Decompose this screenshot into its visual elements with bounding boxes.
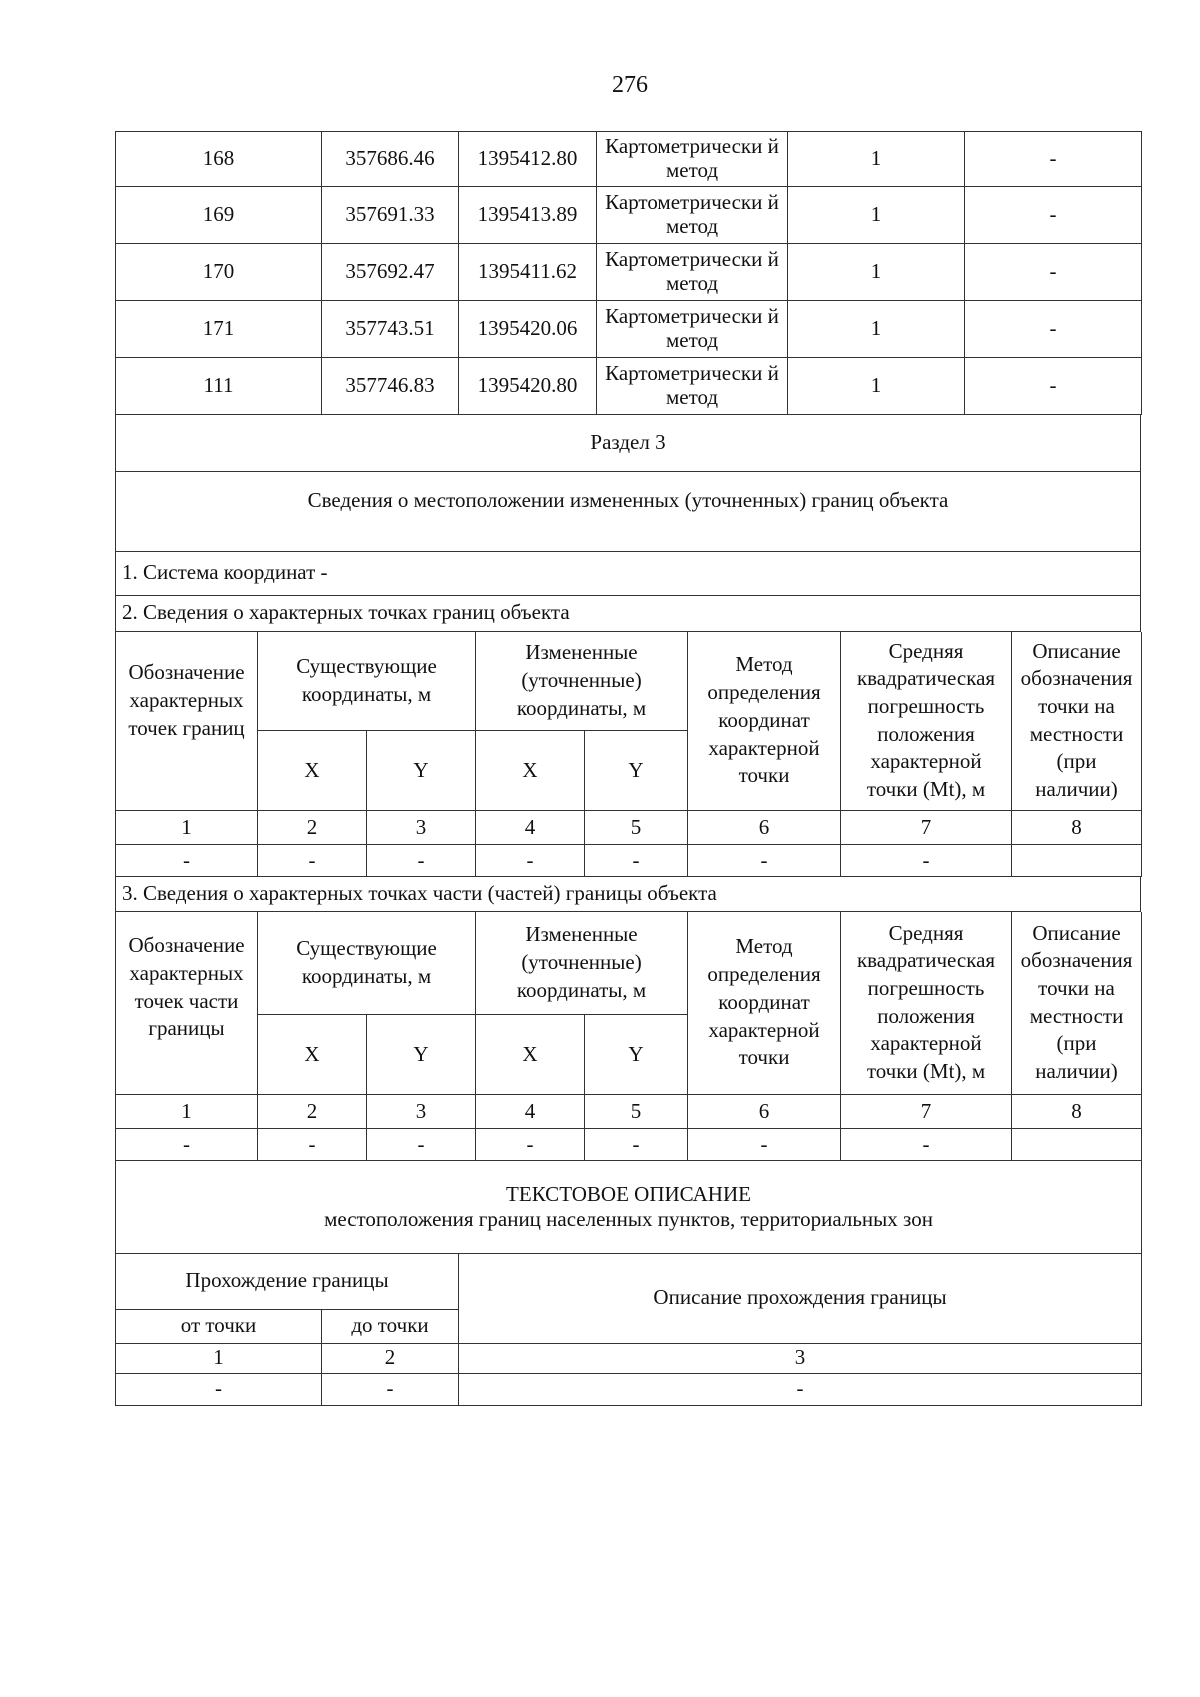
col-description-header: Описание обозначения точки на местности (при наличии) (1012, 632, 1142, 811)
value (116, 845, 1142, 877)
column-number-cell: 8 (1012, 811, 1142, 845)
point-x: 357691.33 (322, 187, 459, 244)
col-accuracy-header: Средняя квадратическая погрешность положения характерной точки (Mt), м (841, 912, 1012, 1095)
value-cell: - (476, 1129, 585, 1161)
col-method-header: Метод определения координат характерной точки (688, 912, 841, 1095)
column-number-cell: 2 (258, 1095, 367, 1129)
col-x-existing: X (258, 1015, 367, 1095)
col-y-existing: Y (367, 731, 476, 811)
point-description: - (965, 132, 1142, 187)
value-cell: - (841, 1129, 1012, 1161)
value-cell: - (116, 1129, 258, 1161)
col-passage-header: Прохождение границы (116, 1253, 459, 1309)
point-row (116, 358, 1142, 415)
column-number-cell: 1 (116, 1095, 258, 1129)
column-number-cell: 1 (116, 1343, 322, 1373)
point-description: - (965, 187, 1142, 244)
point-x: 357743.51 (322, 301, 459, 358)
col-y-changed: Y (585, 1015, 688, 1095)
point-accuracy: 1 (788, 358, 965, 415)
point-id: 111 (116, 358, 322, 415)
col-point-header: Обозначение характерных точек границ (116, 632, 258, 811)
column-number-cell: 8 (1012, 1095, 1142, 1129)
column-number-cell: 3 (459, 1343, 1142, 1373)
value-cell: - (116, 845, 258, 877)
point-row (116, 301, 1142, 358)
section-subtitle: Сведения о местоположении измененных (уточненных) границ объекта (116, 471, 1141, 551)
column-number-cell: 7 (841, 811, 1012, 845)
point-y: 1395420.06 (459, 301, 597, 358)
value-cell: - (688, 845, 841, 877)
point-row (116, 187, 1142, 244)
point-y: 1395420.80 (459, 358, 597, 415)
column-number-cell: 5 (585, 811, 688, 845)
col-changed-header: Измененные (уточненные) координаты, м (476, 912, 688, 1015)
block3-title: 3. Сведения о характерных точках части (частей) границы объекта (116, 877, 1141, 911)
point-accuracy: 1 (788, 187, 965, 244)
col-x-changed: X (476, 731, 585, 811)
page-number: 276 (612, 72, 648, 98)
col-changed-header: Измененные (уточненные) координаты, м (476, 632, 688, 731)
point-description: - (965, 244, 1142, 301)
text-description-title: ТЕКСТОВОЕ ОПИСАНИЕ (506, 1181, 751, 1206)
col-y-existing: Y (367, 1015, 476, 1095)
column-number-cell: 6 (688, 1095, 841, 1129)
point-description: - (965, 301, 1142, 358)
point-accuracy: 1 (788, 132, 965, 187)
block2-table (115, 632, 1142, 878)
column-number-cell: 3 (367, 811, 476, 845)
point-accuracy: 1 (788, 301, 965, 358)
text-description-heading (116, 1161, 1142, 1253)
point-row (116, 132, 1142, 187)
column-number-cell: 5 (585, 1095, 688, 1129)
point-y: 1395412.80 (459, 132, 597, 187)
value-cell: - (258, 845, 367, 877)
point-method: Картометрически й метод (597, 301, 788, 358)
col-existing-header: Существующие координаты, м (258, 912, 476, 1015)
col-method-header: Метод определения координат характерной точки (688, 632, 841, 811)
point-row (116, 244, 1142, 301)
col-to-header: до точки (322, 1309, 459, 1343)
column-number-cell: 4 (476, 811, 585, 845)
column-number-cell: 1 (116, 811, 258, 845)
column-number-cell: 4 (476, 1095, 585, 1129)
point-x: 357686.46 (322, 132, 459, 187)
value-cell: - (585, 845, 688, 877)
value-cell: - (841, 845, 1012, 877)
point-id: 168 (116, 132, 322, 187)
value-cell (1012, 1129, 1142, 1161)
value (116, 1373, 1142, 1405)
col-point-header: Обозначение характерных точек части границы (116, 912, 258, 1095)
text-description-subtitle: местоположения границ населенных пунктов, территориальных зон (324, 1206, 933, 1231)
column-number-cell: 2 (322, 1343, 459, 1373)
value (116, 1129, 1142, 1161)
value-cell: - (688, 1129, 841, 1161)
value-cell: - (585, 1129, 688, 1161)
point-method: Картометрически й метод (597, 187, 788, 244)
point-id: 169 (116, 187, 322, 244)
col-x-changed: X (476, 1015, 585, 1095)
coordinate-system: 1. Система координат - (116, 551, 1141, 595)
point-description: - (965, 358, 1142, 415)
block3-table (115, 912, 1142, 1162)
point-method: Картометрически й метод (597, 132, 788, 187)
point-id: 170 (116, 244, 322, 301)
value-cell: - (367, 1129, 476, 1161)
point-y: 1395411.62 (459, 244, 597, 301)
section-title: Раздел 3 (116, 415, 1141, 471)
col-x-existing: X (258, 731, 367, 811)
column-number-cell: 6 (688, 811, 841, 845)
block3-title-table (115, 877, 1141, 912)
point-accuracy: 1 (788, 244, 965, 301)
col-description-header: Описание обозначения точки на местности (при наличии) (1012, 912, 1142, 1095)
point-y: 1395413.89 (459, 187, 597, 244)
col-from-header: от точки (116, 1309, 322, 1343)
point-method: Картометрически й метод (597, 358, 788, 415)
column-number (116, 1095, 1142, 1129)
column-number-cell: 3 (367, 1095, 476, 1129)
col-y-changed: Y (585, 731, 688, 811)
value-cell: - (367, 845, 476, 877)
value-cell: - (476, 845, 585, 877)
document-sheet (115, 131, 1141, 1406)
point-id: 171 (116, 301, 322, 358)
column-number-cell: 7 (841, 1095, 1012, 1129)
section3-header (115, 415, 1141, 632)
col-desc-header: Описание прохождения границы (459, 1253, 1142, 1343)
column-number-cell: 2 (258, 811, 367, 845)
value-cell: - (322, 1373, 459, 1405)
point-x: 357746.83 (322, 358, 459, 415)
value-cell: - (116, 1373, 322, 1405)
column-number (116, 1343, 1142, 1373)
column-number (116, 811, 1142, 845)
block2-title: 2. Сведения о характерных точках границ объекта (116, 595, 1141, 631)
value-cell (1012, 845, 1142, 877)
col-accuracy-header: Средняя квадратическая погрешность положения характерной точки (Mt), м (841, 632, 1012, 811)
col-existing-header: Существующие координаты, м (258, 632, 476, 731)
point-x: 357692.47 (322, 244, 459, 301)
value-cell: - (459, 1373, 1142, 1405)
text-description-table (115, 1161, 1142, 1406)
point-method: Картометрически й метод (597, 244, 788, 301)
value-cell: - (258, 1129, 367, 1161)
points-table (115, 131, 1142, 415)
